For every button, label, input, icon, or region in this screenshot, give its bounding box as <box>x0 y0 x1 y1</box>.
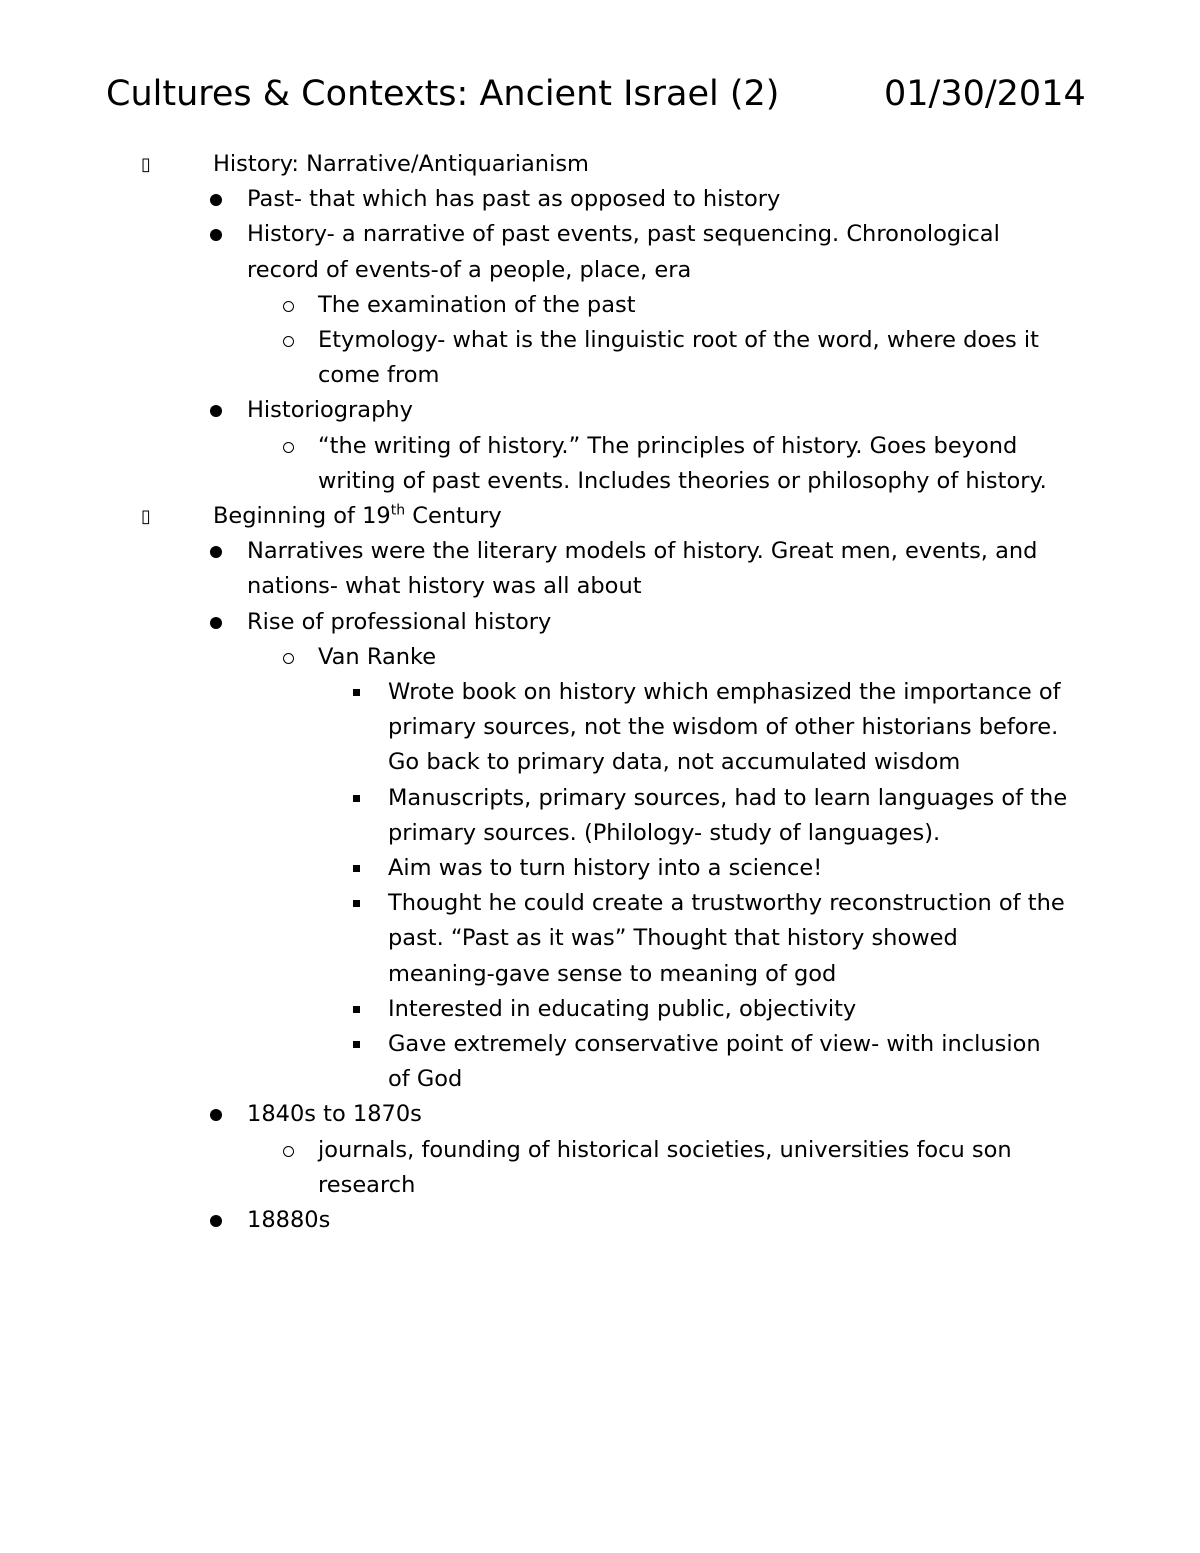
bullet-dot-icon <box>210 194 222 206</box>
sub-sub-bullet-text: Aim was to turn history into a science! <box>388 855 823 882</box>
square-glyph-icon: ▯ <box>141 154 151 175</box>
sub-bullet-text: “the writing of history.” The principles of history. Goes beyond writing of past events. Includes theories or philosophy of history. <box>318 432 1047 494</box>
ordinal-suffix: th <box>390 502 406 519</box>
section-history <box>0 147 1200 182</box>
section-heading: History: Narrative/Antiquarianism <box>213 151 589 177</box>
bullet-text: Past- that which has past as opposed to history <box>247 186 781 213</box>
square-bullet-icon <box>353 795 360 802</box>
sub-sub-bullet-text: Wrote book on history which emphasized the importance of primary sources, not the wisdom of other historians before. Go back to primary data, not accumulated wisdom <box>388 679 1061 776</box>
bullet-text: Historiography <box>247 397 413 424</box>
sub-sub-bullet-item <box>0 851 1200 886</box>
sub-sub-bullet-text: Manuscripts, primary sources, had to learn languages of the primary sources. (Philology- study of languages). <box>388 784 1068 846</box>
sub-sub-bullet-item <box>0 781 1200 851</box>
bullet-item <box>0 1097 1200 1132</box>
square-bullet-icon <box>353 1041 360 1048</box>
sub-bullet-item <box>0 288 1200 323</box>
square-bullet-icon <box>353 900 360 907</box>
square-bullet-icon <box>353 1006 360 1013</box>
section-19th-century <box>0 499 1200 534</box>
sub-sub-bullet-text: Gave extremely conservative point of view- with inclusion of God <box>388 1031 1041 1093</box>
sub-bullet-item <box>0 323 1200 393</box>
section-heading-end: Century <box>405 503 502 530</box>
sub-bullet-text: Etymology- what is the linguistic root of the word, where does it come from <box>318 327 1039 389</box>
sub-bullet-text: The examination of the past <box>318 291 636 318</box>
sub-sub-bullet-item <box>0 1027 1200 1097</box>
bullet-dot-icon <box>210 1215 222 1227</box>
sub-bullet-item <box>0 429 1200 499</box>
bullet-text: Rise of professional history <box>247 608 552 635</box>
bullet-dot-icon <box>210 1109 222 1121</box>
sub-sub-bullet-text: Thought he could create a trustworthy reconstruction of the past. “Past as it was” Thought that history showed meaning-gave sense to meaning of god <box>388 890 1065 987</box>
bullet-item <box>0 1203 1200 1238</box>
sub-sub-bullet-item <box>0 992 1200 1027</box>
bullet-text: 18880s <box>247 1207 331 1234</box>
page-title: Cultures & Contexts: Ancient Israel (2) <box>106 74 780 114</box>
notes-outline <box>0 147 1200 1238</box>
square-bullet-icon <box>353 865 360 872</box>
sub-bullet-item <box>0 1133 1200 1203</box>
sub-sub-bullet-item <box>0 675 1200 781</box>
section-heading-start: Beginning of 19 <box>213 503 391 530</box>
bullet-item <box>0 605 1200 640</box>
bullet-dot-icon <box>210 229 222 241</box>
bullet-item <box>0 182 1200 217</box>
sub-bullet-text: journals, founding of historical societies, universities focu son research <box>318 1136 1012 1198</box>
section-heading <box>213 499 1073 534</box>
hollow-circle-icon <box>283 301 294 312</box>
bullet-text: Narratives were the literary models of history. Great men, events, and nations- what history was all about <box>247 538 1038 600</box>
sub-sub-bullet-text: Interested in educating public, objectivity <box>388 995 857 1022</box>
sub-sub-bullet-item <box>0 886 1200 992</box>
bullet-item <box>0 393 1200 428</box>
bullet-item <box>0 534 1200 604</box>
bullet-dot-icon <box>210 405 222 417</box>
hollow-circle-icon <box>283 442 294 453</box>
hollow-circle-icon <box>283 1146 294 1157</box>
square-glyph-icon: ▯ <box>141 506 151 528</box>
hollow-circle-icon <box>283 336 294 347</box>
hollow-circle-icon <box>283 653 294 664</box>
sub-bullet-text: Van Ranke <box>318 643 437 670</box>
sub-bullet-item <box>0 640 1200 675</box>
page-date: 01/30/2014 <box>884 74 1086 114</box>
bullet-item <box>0 217 1200 287</box>
bullet-dot-icon <box>210 546 222 558</box>
bullet-text: 1840s to 1870s <box>247 1101 422 1128</box>
square-bullet-icon <box>353 689 360 696</box>
bullet-dot-icon <box>210 617 222 629</box>
bullet-text: History- a narrative of past events, past sequencing. Chronological record of events-of a people, place, era <box>247 221 1000 283</box>
